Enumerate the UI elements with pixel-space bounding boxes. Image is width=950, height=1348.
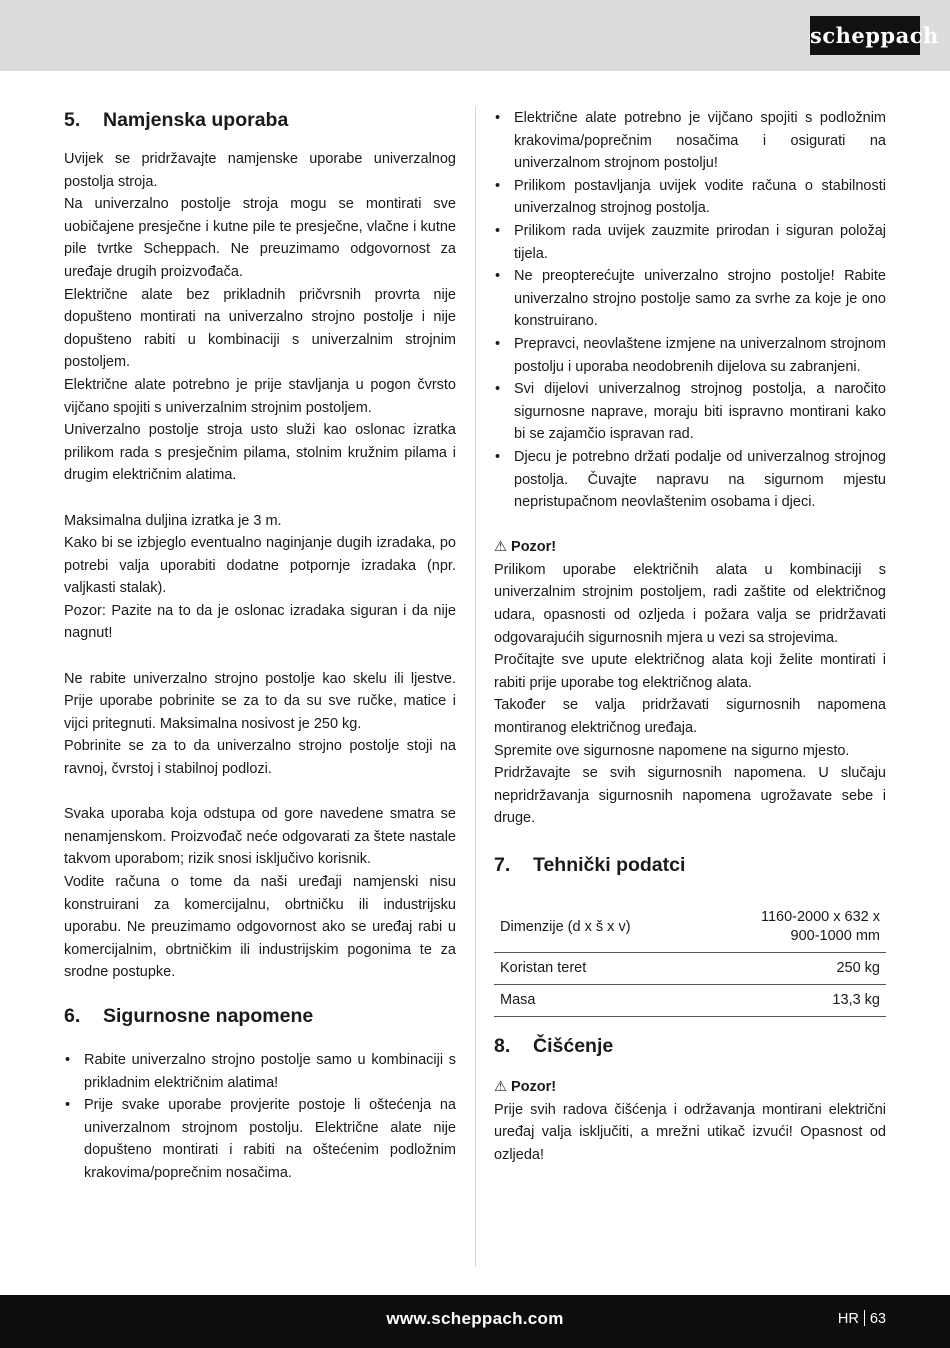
paragraph: Maksimalna duljina izratka je 3 m. <box>64 512 282 529</box>
paragraph: Električne alate potrebno je prije stavljanja u pogon čvrsto vijčano spojiti s univerzalnim strojnim postoljem. <box>64 376 456 416</box>
list-item: • Prilikom rada uvijek zauzmite prirodan i siguran položaj tijela. <box>494 220 886 265</box>
warning-label: ⚠ Pozor! <box>494 539 557 556</box>
section-7-heading: 7. Tehnički podatci <box>494 854 686 876</box>
list-item: • Prepravci, neovlaštene izmjene na univerzalnom strojnom postolju i uporaba neodobrenih dijelova su zabranjeni. <box>494 333 886 378</box>
table-cell-label: Koristan teret <box>494 953 698 985</box>
table-cell-value: 13,3 kg <box>698 985 886 1017</box>
right-column <box>494 107 886 1166</box>
paragraph: Univerzalno postolje stroja usto služi kao oslonac izratka prilikom rada s presječnim pilama, stolnim kružnim pilama i drugim električnim alatima. <box>64 422 456 484</box>
safety-bullet-list <box>64 1049 456 1185</box>
warning-block <box>494 559 886 830</box>
page-number: HR 63 <box>837 1311 886 1327</box>
scheppach-logo: scheppach <box>810 16 920 55</box>
safety-bullet-list-continued <box>494 107 886 514</box>
paragraph: Ne rabite univerzalno strojno postolje kao skelu ili ljestve. Prije uporabe pobrinite se za to da su sve ručke, matice i vijci pritegnuti. Maksimalna nosivost je 250 kg. <box>64 670 456 732</box>
paragraph: Kako bi se izbjeglo eventualno naginjanje dugih izradaka, po potrebi valja uporabiti dodatne potpornje izradaka (npr. valjkasti stalak). <box>64 535 456 597</box>
paragraph: Spremite ove sigurnosne napomene na sigurno mjesto. <box>494 742 850 759</box>
paragraph: Također se valja pridržavati sigurnosnih napomena montiranog električnog uređaja. <box>494 697 886 737</box>
column-divider <box>475 107 476 1267</box>
footer-bar <box>0 1295 950 1348</box>
section-6-heading: 6. Sigurnosne napomene <box>64 1004 314 1027</box>
list-item: • Prilikom postavljanja uvijek vodite računa o stabilnosti univerzalnog strojnog postolja. <box>494 175 886 220</box>
paragraph: Na univerzalno postolje stroja mogu se montirati sve uobičajene presječne i kutne pile te presječne, vlačne i kutne pile tvrtke Scheppach. Ne preuzimamo odgovornost za uređaje drugih proizvođača. <box>64 196 456 280</box>
paragraph: Uvijek se pridržavajte namjenske uporabe univerzalnog postolja stroja. <box>64 151 456 190</box>
paragraph: Električne alate bez prikladnih pričvrsnih provrta nije dopušteno montirati na univerzalno strojno postolje i nije dopušteno rabiti u kombinaciji s univerzalnim strojnim postoljem. <box>64 286 456 371</box>
paragraph: Prilikom uporabe električnih alata u kombinaciji s univerzalnim strojnim postoljem, radi zaštite od električnog udara, opasnosti od ozljeda i požara valja se pridržavati odgovarajućih sigurnosnih mjera u vezi sa strojevima. <box>494 561 886 646</box>
left-column <box>64 107 456 1185</box>
list-item: • Rabite univerzalno strojno postolje samo u kombinaciji s prikladnim električnim alatima! <box>64 1049 456 1094</box>
list-item: • Prije svake uporabe provjerite postoje li oštećenja na univerzalnom strojnom postolju. Električne alate nije dopušteno montirati i rabiti na oštećenim podložnim krakovima/poprečnim nosačima. <box>64 1094 456 1184</box>
list-item: • Svi dijelovi univerzalnog strojnog postolja, a naročito sigurnosne naprave, moraju biti ispravno montirani kako bi se zajamčio ispravan rad. <box>494 378 886 446</box>
table-cell-value: 250 kg <box>698 953 886 985</box>
list-item: • Ne preopterećujte univerzalno strojno postolje! Rabite univerzalno strojno postolje samo za svrhe za koje je ono konstruirano. <box>494 265 886 333</box>
section-5-block-d <box>64 803 456 984</box>
section-5-block-b <box>64 510 456 646</box>
table-cell-value: 1160-2000 x 632 x 900-1000 mm <box>698 902 886 953</box>
website-link[interactable]: www.scheppach.com <box>386 1309 564 1328</box>
table-row <box>494 985 886 1017</box>
paragraph: Prije svih radova čišćenja i održavanja montirani električni uređaj valja isključiti, a mrežni utikač izvući! Opasnost od ozljeda! <box>494 1101 886 1163</box>
paragraph: Pročitajte sve upute električnog alata koji želite montirati i rabiti prije uporabe tog električnog alata. <box>494 652 886 691</box>
section-5-block-a <box>64 148 456 487</box>
paragraph: Pozor: Pazite na to da je oslonac izradaka siguran i da nije nagnut! <box>64 602 456 642</box>
paragraph: Vodite računa o tome da naši uređaji namjenski nisu konstruirani za komercijalnu, obrtničku ili industrijsku uporabu. Ne preuzimamo odgovornost ako se uređaj rabi u komercijalnim, obrtničkim ili industrijskim pogonima te za srodne postupke. <box>64 874 456 981</box>
section-5-block-c <box>64 668 456 781</box>
paragraph: Pobrinite se za to da univerzalno strojno postolje stoji na ravnoj, čvrstoj i stabilnoj podlozi. <box>64 738 456 778</box>
section-5-heading: 5. Namjenska uporaba <box>64 109 289 131</box>
table-cell-label: Masa <box>494 985 698 1017</box>
header-bar <box>0 0 950 71</box>
list-item: • Djecu je potrebno držati podalje od univerzalnog strojnog postolja. Čuvajte napravu na sigurnom mjestu nepristupačnom neovlaštenim osobama i djeci. <box>494 446 886 514</box>
paragraph: Pridržavajte se svih sigurnosnih napomena. U slučaju nepridržavanja sigurnosnih napomena ugrožavate sebe i druge. <box>494 765 886 827</box>
table-row <box>494 953 886 985</box>
technical-data-table <box>494 902 886 1017</box>
section-8-heading: 8. Čišćenje <box>494 1035 614 1057</box>
paragraph: Svaka uporaba koja odstupa od gore navedene smatra se nenamjenskom. Proizvođač neće odgovarati za štete nastale takvom uporabom; rizik snosi isključivo korisnik. <box>64 806 456 868</box>
table-cell-label: Dimenzije (d x š x v) <box>494 902 698 953</box>
warning-label: ⚠ Pozor! <box>494 1079 557 1095</box>
table-row <box>494 902 886 953</box>
list-item: • Električne alate potrebno je vijčano spojiti s podložnim krakovima/poprečnim nosačima i osigurati na univerzalnom strojnom postolju! <box>494 107 886 175</box>
